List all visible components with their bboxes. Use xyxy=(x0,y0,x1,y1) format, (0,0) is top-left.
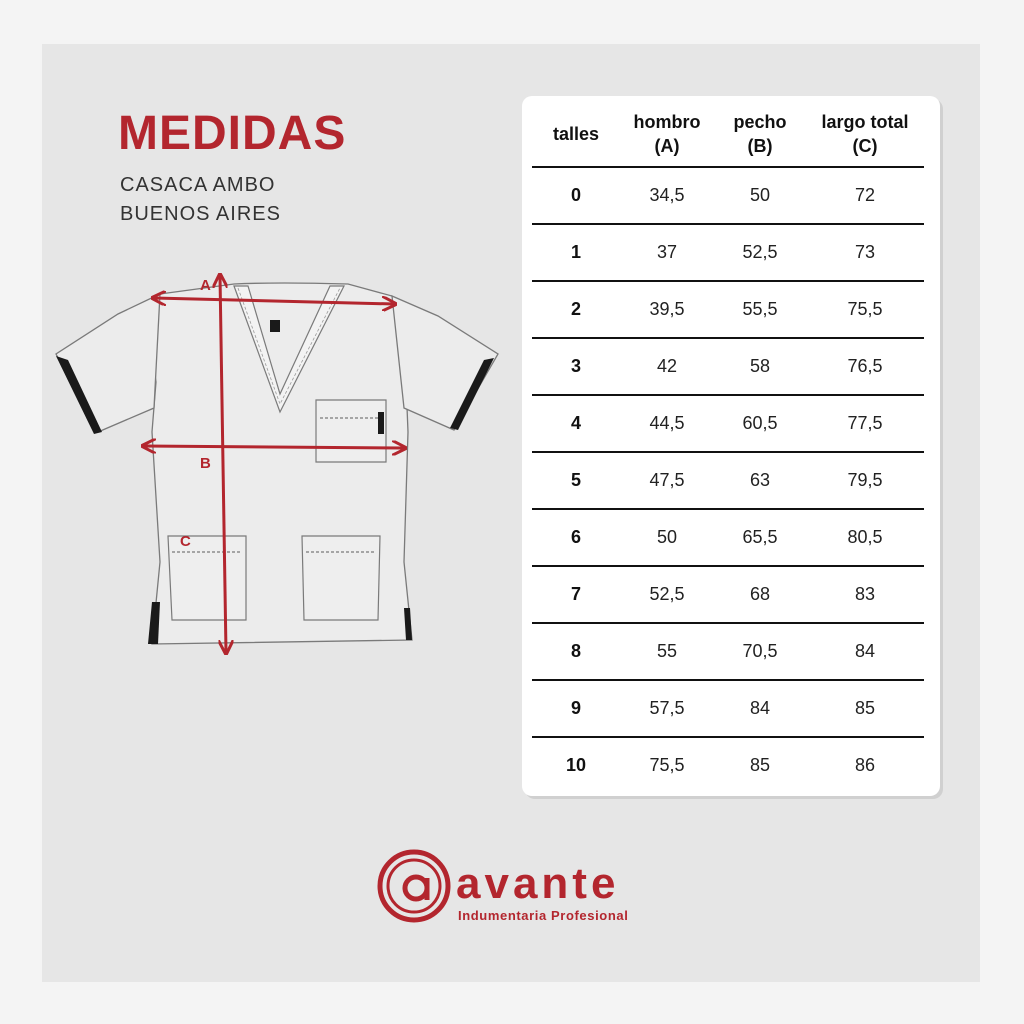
table-row xyxy=(532,224,924,281)
logo-ring-outer xyxy=(380,852,448,920)
cell-largo-total: 85 xyxy=(806,680,924,737)
table-row xyxy=(532,338,924,395)
table-row xyxy=(532,737,924,793)
header-pecho: pecho (B) xyxy=(714,102,806,167)
cell-pecho: 52,5 xyxy=(714,224,806,281)
brand-tagline: Indumentaria Profesional xyxy=(458,908,629,923)
cell-largo-total: 76,5 xyxy=(806,338,924,395)
cell-hombro: 42 xyxy=(620,338,714,395)
cell-hombro: 52,5 xyxy=(620,566,714,623)
table-row xyxy=(532,167,924,224)
table-row xyxy=(532,395,924,452)
chest-pocket xyxy=(316,400,386,462)
header-talles: talles xyxy=(532,102,620,167)
table-row xyxy=(532,452,924,509)
cell-talle: 9 xyxy=(532,680,620,737)
table-row xyxy=(532,509,924,566)
table-row xyxy=(532,281,924,338)
product-name-line-1: CASACA AMBO xyxy=(120,174,276,196)
avante-logo xyxy=(376,848,656,926)
header-largo-total: largo total (C) xyxy=(806,102,924,167)
cell-pecho: 84 xyxy=(714,680,806,737)
cell-pecho: 60,5 xyxy=(714,395,806,452)
cell-talle: 3 xyxy=(532,338,620,395)
cell-largo-total: 79,5 xyxy=(806,452,924,509)
cell-hombro: 47,5 xyxy=(620,452,714,509)
header-hombro: hombro (A) xyxy=(620,102,714,167)
cell-largo-total: 86 xyxy=(854,755,876,775)
product-name-line-2: BUENOS AIRES xyxy=(120,203,281,225)
cell-hombro: 50 xyxy=(620,509,714,566)
lower-right-pocket xyxy=(302,536,380,620)
neck-tag xyxy=(270,320,280,332)
cell-largo-total: 75,5 xyxy=(806,281,924,338)
cell-hombro: 55 xyxy=(620,623,714,680)
cell-pecho: 50 xyxy=(714,167,806,224)
table-header-row xyxy=(532,102,924,167)
measure-a-label: A xyxy=(200,277,211,294)
cell-talle: 8 xyxy=(532,623,620,680)
cell-pecho: 63 xyxy=(714,452,806,509)
size-table xyxy=(532,102,924,793)
cell-pecho: 68 xyxy=(714,566,806,623)
size-table-card xyxy=(522,96,940,796)
table-row xyxy=(532,680,924,737)
brand-name: avante xyxy=(456,859,620,908)
page-title: MEDIDAS xyxy=(118,107,347,160)
cell-talle: 4 xyxy=(532,395,620,452)
table-row xyxy=(532,566,924,623)
cell-largo-total: 80,5 xyxy=(806,509,924,566)
cell-pecho: 65,5 xyxy=(714,509,806,566)
table-row xyxy=(532,623,924,680)
cell-largo-total: 84 xyxy=(806,623,924,680)
cell-pecho: 55,5 xyxy=(714,281,806,338)
cell-pecho: 58 xyxy=(714,338,806,395)
cell-talle: 2 xyxy=(532,281,620,338)
cell-hombro: 44,5 xyxy=(620,395,714,452)
cell-talle: 5 xyxy=(532,452,620,509)
cell-pecho: 70,5 xyxy=(714,623,806,680)
cell-talle: 10 xyxy=(565,755,587,775)
cell-talle: 7 xyxy=(532,566,620,623)
shirt-diagram xyxy=(48,262,508,682)
cell-pecho: 85 xyxy=(749,755,771,775)
left-slit xyxy=(148,602,160,644)
cell-largo-total: 83 xyxy=(806,566,924,623)
measure-b-label: B xyxy=(200,455,211,472)
cell-talle: 1 xyxy=(532,224,620,281)
shirt-outline xyxy=(56,283,498,644)
cell-hombro: 37 xyxy=(620,224,714,281)
cell-largo-total: 77,5 xyxy=(806,395,924,452)
measure-b-arrow xyxy=(144,446,404,448)
cell-hombro: 34,5 xyxy=(620,167,714,224)
cell-hombro: 57,5 xyxy=(620,680,714,737)
cell-talle: 6 xyxy=(532,509,620,566)
measure-c-label: C xyxy=(180,533,191,550)
cell-largo-total: 72 xyxy=(806,167,924,224)
cell-largo-total: 73 xyxy=(806,224,924,281)
cell-hombro: 75,5 xyxy=(649,755,685,775)
cell-talle: 0 xyxy=(532,167,620,224)
cell-hombro: 39,5 xyxy=(620,281,714,338)
